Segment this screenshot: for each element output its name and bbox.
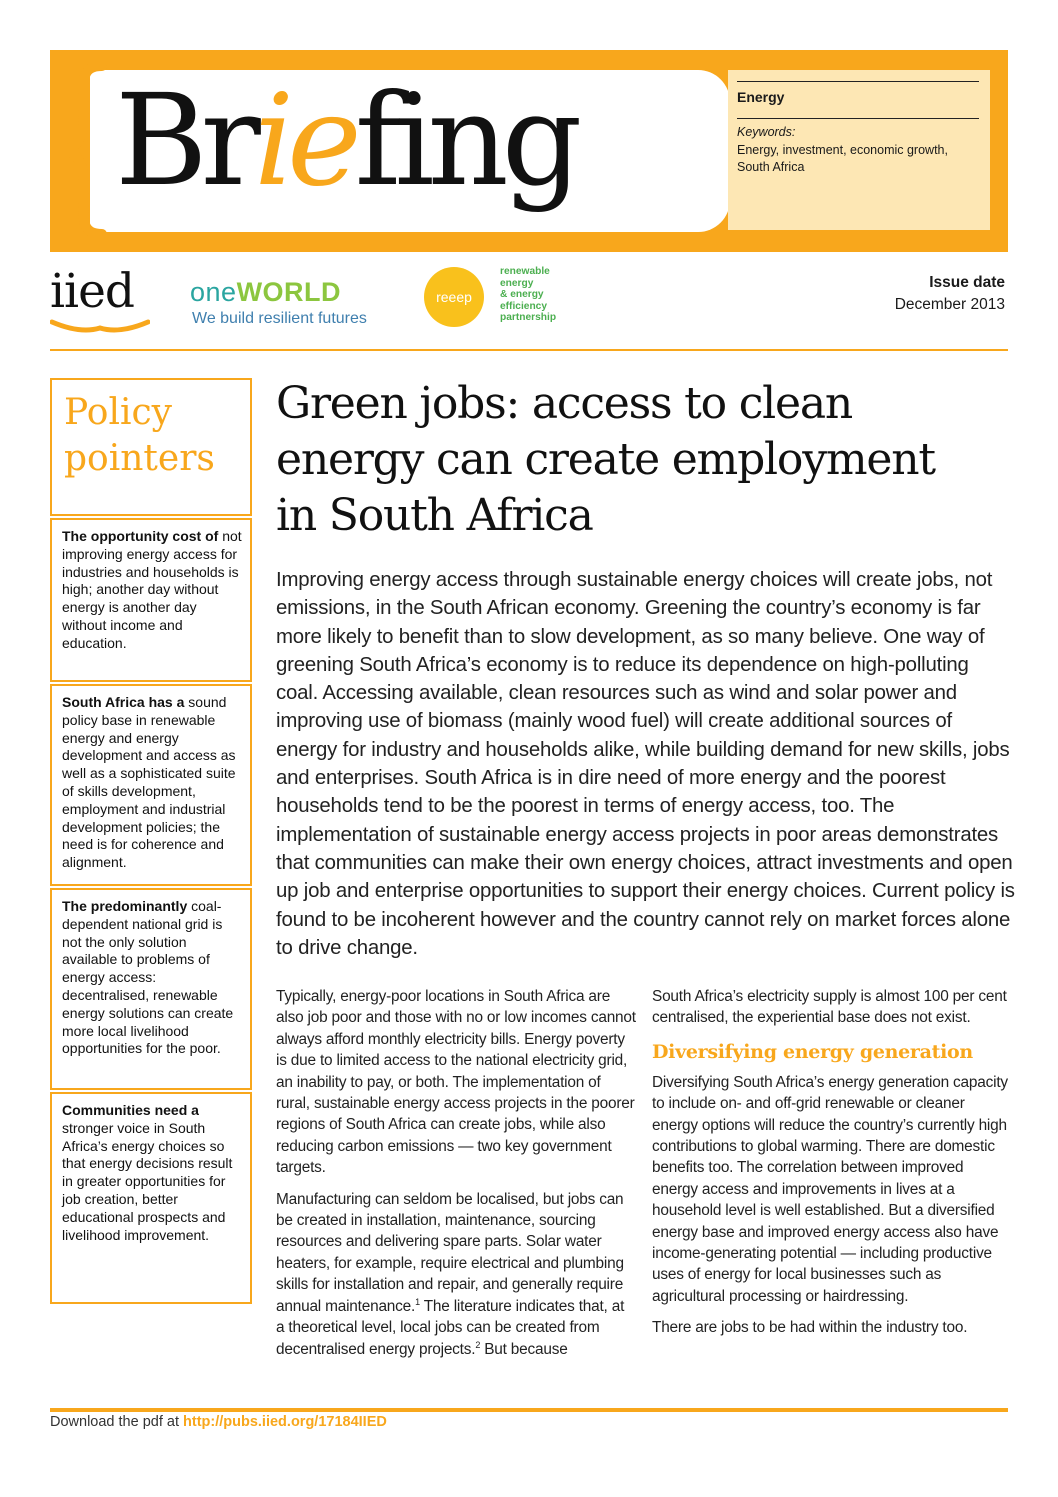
category-label: Energy [737,89,785,105]
briefing-title: Briefing [115,67,576,214]
oneworld-tagline: We build resilient futures [192,310,367,327]
footnote-ref: 2 [475,1339,481,1350]
policy-pointer-item: Communities need a stronger voice in South Africa’s energy choices so that energy decisions result in greater opportunities for job creation, better educational prospects and livelihood improvement. [50,1092,252,1304]
footer-download: Download the pdf at http://pubs.iied.org/17184IIED [50,1414,387,1430]
category-bottom-rule [737,118,979,119]
iied-logo-text: iied [50,264,134,319]
oneworld-logo: oneWORLD [190,277,342,307]
policy-pointers-title: Policy pointers [64,392,215,479]
footer-rule [50,1408,1008,1412]
policy-pointers-header [50,378,252,516]
body-paragraph: Manufacturing can seldom be localised, but jobs can be created in installation, maintenance, sourcing resources and delivering spare parts. Solar water heaters, for example, require electrical and plumbing skills for installation and repair, and generally require annual maintenance.$^1$ The literature indicates that, at a theoretical level, local jobs can be created from decentralised energy projects.$^2$ But because [276,1190,625,1358]
article-lede: Improving energy access through sustainable energy choices will create jobs, not emissions, in the South African economy. Greening the country’s economy is far more likely to benefit than to slow development, as so many believe. One way of greening South Africa’s economy is to reduce its dependence on high-polluting coal. Accessing available, clean resources such as wind and solar power and improving use of biomass (mainly wood fuel) will create additional sources of energy for industry and households alike, while building demand for new skills, jobs and enterprises. South Africa is in dire need of more energy and the poorest households tend to be the poorest in terms of energy access, too. The implementation of sustainable energy access projects in poor areas demonstrates that communities can make their own energy choices, attract investments and open up job and enterprise opportunities to support their energy choices. Current policy is found to be incoherent however and the country cannot rely on market forces alone to drive change. [276,569,1015,959]
section-heading: Diversifying energy generation [652,1040,973,1063]
logo-divider [50,349,1008,351]
iied-swoosh-icon [50,318,150,338]
body-paragraph: Typically, energy-poor locations in South Africa are also job poor and those with no or low incomes cannot always afford monthly electricity bills. Energy poverty is due to limited access to the national electricity grid, an inability to pay, or both. The implementation of rural, sustainable energy access projects in the poorer regions of South Africa can create jobs, while also reducing carbon emissions — two key government targets. [276,988,636,1177]
body-column-left [276,986,636,1370]
article-title: Green jobs: access to clean energy can create employment in South Africa [276,378,935,541]
category-top-rule [737,81,979,82]
body-column-right [652,986,1008,1349]
reeep-logo-icon: reeep [424,267,484,327]
curly-brace-icon [62,64,110,236]
policy-pointer-item: The opportunity cost of not improving energy access for industries and households is high; another day without energy is another day without income and education. [50,518,252,682]
body-paragraph: There are jobs to be had within the industry too. [652,1319,968,1337]
footnote-ref: 1 [415,1296,420,1307]
body-paragraph: Diversifying South Africa’s energy generation capacity to include on- and off-grid renewable or cleaner energy options will reduce the country’s currently high contributions to global warming. There are domestic benefits too. The correlation between improved energy access and improvements in lives at a household level is well established. But a diversified energy base and improved energy access also have income-generating potential — including productive uses of energy for local businesses such as agricultural processing or hairdressing. [652,1073,1008,1305]
body-paragraph: South Africa’s electricity supply is almost 100 per cent centralised, the experiential base does not exist. [652,988,1007,1027]
policy-pointer-item: South Africa has a sound policy base in renewable energy and energy development and access as well as a sophisticated suite of skills development, employment and industrial development policies; the need is for coherence and alignment. [50,684,252,886]
policy-pointer-item: The predominantly coal-dependent national grid is not the only solution available to problems of energy access: decentralised, renewable energy solutions can create more local livelihood opportunities for the poor. [50,888,252,1090]
iied-logo [50,266,152,338]
keywords-label: Keywords: [737,125,796,139]
keywords-text: Energy, investment, economic growth, South Africa [737,143,948,174]
issue-date-label: Issue date [929,274,1005,291]
pdf-download-link[interactable]: http://pubs.iied.org/17184IIED [183,1414,387,1430]
issue-date: December 2013 [894,296,1005,313]
reeep-logo-text: renewable energy & energy efficiency partnership [500,266,557,324]
